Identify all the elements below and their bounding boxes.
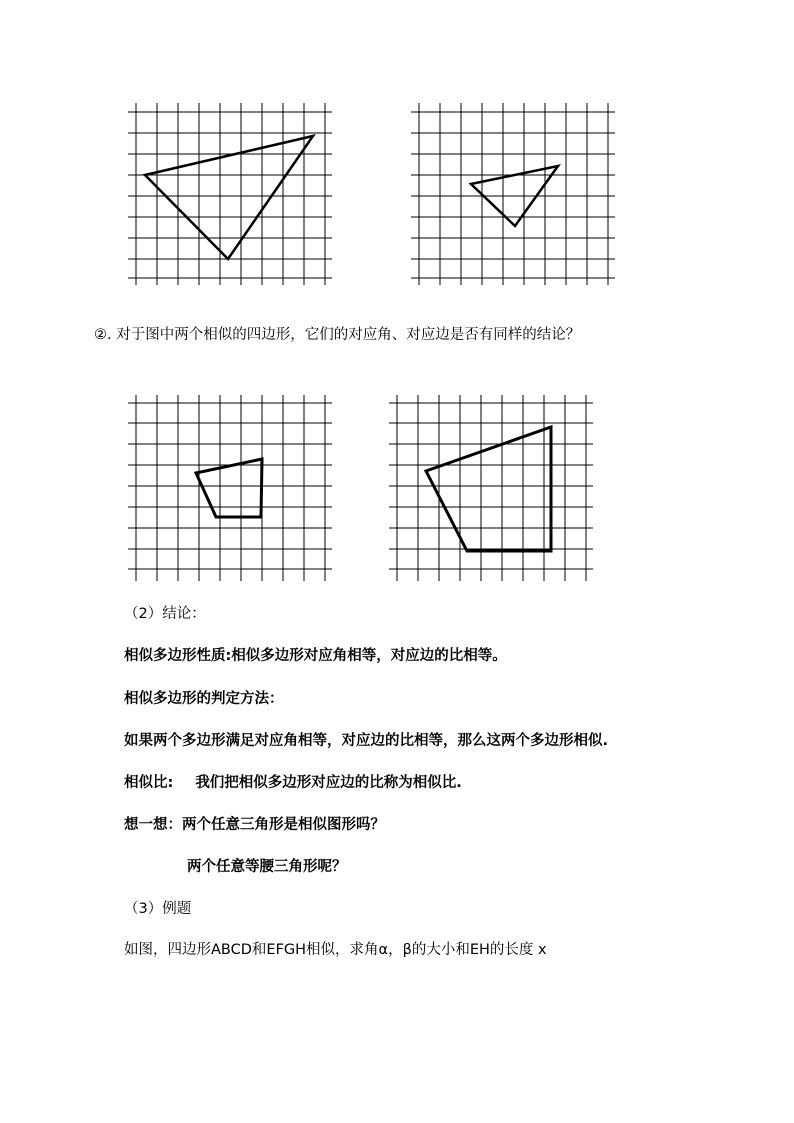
triangle-grid-large xyxy=(128,103,332,285)
quadrilateral-shape xyxy=(426,427,551,551)
similar-polygon-property: 相似多边形性质:相似多边形对应角相等，对应边的比相等。 xyxy=(124,648,507,664)
question-2: ②. 对于图中两个相似的四边形，它们的对应角、对应边是否有同样的结论？ xyxy=(94,327,581,343)
triangle-grid-small xyxy=(411,103,615,285)
criterion-text: 如果两个多边形满足对应角相等，对应边的比相等，那么这两个多边形相似. xyxy=(124,733,609,749)
grid-lines xyxy=(411,103,615,285)
quadrilateral-grid-small xyxy=(128,395,332,581)
ratio-label: 相似比: xyxy=(124,775,174,791)
quadrilateral-shape xyxy=(196,459,262,517)
small-quadrilateral-figure xyxy=(128,395,332,581)
small-triangle-figure xyxy=(411,103,615,285)
ratio-definition: 我们把相似多边形对应边的比称为相似比. xyxy=(195,775,462,791)
think-question-2: 两个任意等腰三角形呢？ xyxy=(187,859,347,875)
large-quadrilateral-figure xyxy=(389,395,593,581)
grid-lines xyxy=(389,395,593,581)
conclusion-heading: （2）结论： xyxy=(124,606,206,622)
criterion-heading: 相似多边形的判定方法： xyxy=(124,691,284,707)
similarity-ratio xyxy=(124,773,462,793)
large-triangle-figure xyxy=(128,103,332,285)
think-question-1: 想一想：两个任意三角形是相似图形吗？ xyxy=(124,817,385,833)
grid-lines xyxy=(128,395,332,581)
quadrilateral-grid-large xyxy=(389,395,593,581)
example-heading: （3）例题 xyxy=(124,901,192,917)
example-text: 如图，四边形ABCD和EFGH相似，求角α，β的大小和EH的长度 x xyxy=(124,942,547,958)
